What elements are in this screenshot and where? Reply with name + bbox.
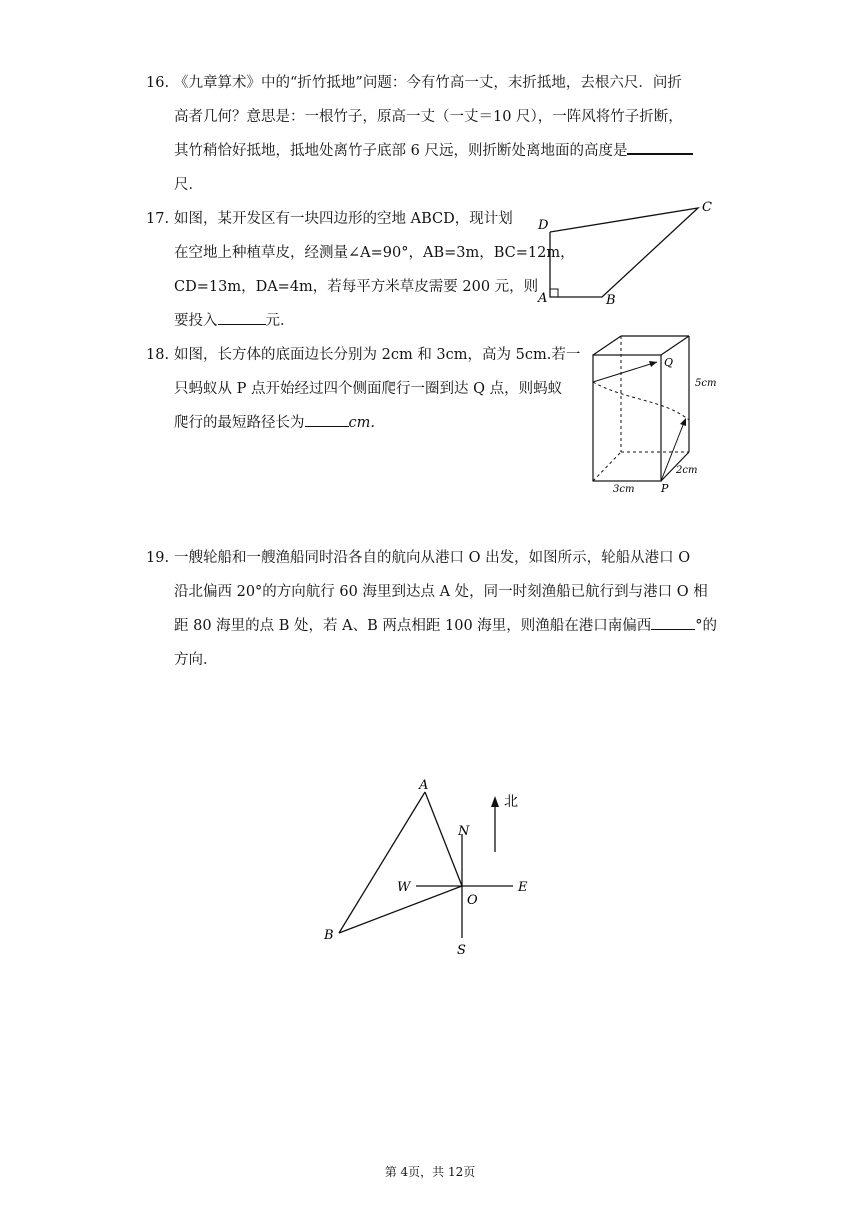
q17-label-a: A [538, 291, 548, 306]
q19-label-b: B [324, 928, 334, 943]
page-footer: 第 4页，共 12页 [384, 1165, 476, 1179]
q19-line-2: 沿北偏西 20°的方向航行 60 海里到达点 A 处，同一时刻渔船已航行到与港口 O 相 [174, 584, 708, 600]
q16-text [174, 66, 693, 202]
q16-line-2: 高者几何？意思是：一根竹子，原高一丈（一丈＝10 尺），一阵风将竹子折断， [174, 109, 683, 125]
q18-answer-blank [305, 412, 349, 427]
q17-label-d: D [538, 218, 549, 233]
q17-line-4: 要投入 [174, 313, 218, 329]
q17-text [174, 202, 575, 338]
q18-label-width: 3cm [613, 484, 635, 495]
q18-label-p: P [661, 482, 669, 495]
q17-label-b: B [606, 293, 616, 308]
q18-label-q: Q [664, 356, 674, 369]
q19-text [174, 541, 717, 677]
q18-line-1: 如图，长方体的底面边长分别为 2cm 和 3cm，高为 5cm.若一 [174, 347, 581, 363]
q18-figure [585, 330, 725, 500]
q19-label-e: E [518, 880, 528, 895]
q17-line-5: 元． [265, 313, 295, 329]
q17-label-c: C [702, 200, 712, 215]
q16-answer-blank [627, 139, 693, 155]
q17-answer-blank [218, 310, 266, 325]
q19-line-5: 方向． [174, 652, 218, 668]
q19-line-3: 距 80 海里的点 B 处，若 A、B 两点相距 100 海里，则渔船在港口南偏西 [174, 618, 652, 634]
q18-label-height: 5cm [695, 378, 717, 389]
q19-label-w: W [397, 880, 411, 895]
q17-line-3: CD=13m，DA=4m，若每平方米草皮需要 200 元，则 [174, 279, 539, 295]
q19-line-1: 一艘轮船和一艘渔船同时沿各自的航向从港口 O 出发，如图所示，轮船从港口 O [174, 550, 691, 566]
q19-label-a: A [419, 778, 429, 793]
q19-label-north: 北 [504, 794, 518, 810]
q17-figure [530, 195, 730, 310]
q17-line-2: 在空地上种植草皮，经测量∠A=90°，AB=3m，BC=12m， [174, 245, 575, 261]
q18-label-depth: 2cm [676, 465, 698, 476]
q18-line-2: 只蚂蚁从 P 点开始经过四个侧面爬行一圈到达 Q 点，则蚂蚁 [174, 381, 563, 397]
q17-number: 17. [146, 211, 170, 227]
q19-answer-blank [651, 615, 695, 630]
q18-number: 18. [146, 347, 170, 363]
q19-label-s: S [457, 943, 466, 958]
q16-number: 16. [146, 75, 170, 91]
q19-label-o: O [467, 893, 478, 908]
q16-line-3: 其竹稍恰好抵地，抵地处离竹子底部 6 尺远，则折断处离地面的高度是 [174, 143, 628, 159]
q19-line-4: °的 [695, 618, 718, 634]
q18-line-4: cm. [348, 415, 375, 431]
q17-line-1: 如图，某开发区有一块四边形的空地 ABCD，现计划 [174, 211, 513, 227]
q16-line-4: 尺． [174, 177, 203, 193]
q19-figure [315, 770, 555, 965]
q19-number: 19. [146, 550, 170, 566]
q18-text [174, 338, 580, 440]
q19-label-n: N [458, 824, 470, 839]
q16-line-1: 《九章算术》中的“折竹抵地”问题：今有竹高一丈，末折抵地，去根六尺．问折 [174, 75, 682, 91]
q18-line-3: 爬行的最短路径长为 [174, 415, 305, 431]
